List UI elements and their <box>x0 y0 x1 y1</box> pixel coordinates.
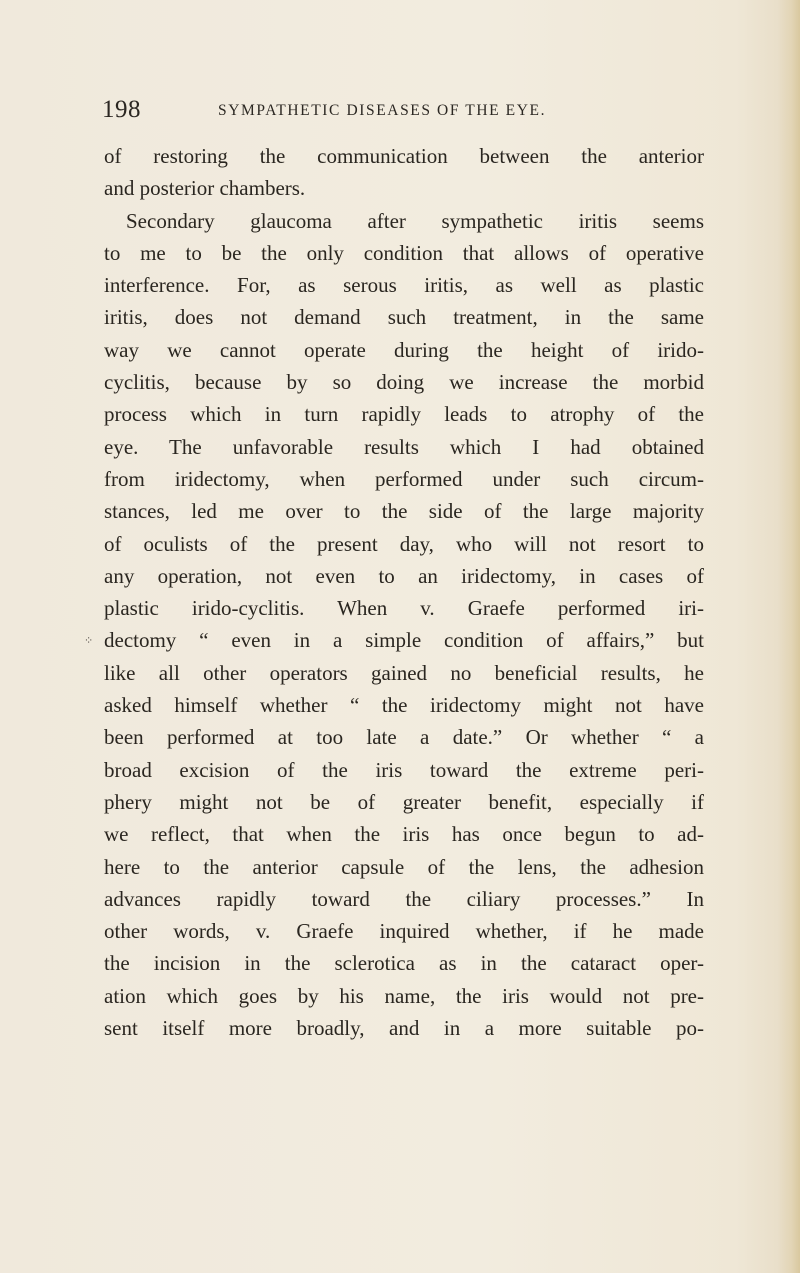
text-line: any operation, not even to an iridectomy, in cases of <box>104 563 704 588</box>
text-line: been performed at too late a date.” Or whether “ a <box>104 725 704 750</box>
text-line: interference. For, as serous iritis, as well as plastic <box>104 273 704 298</box>
text-line: sent itself more broadly, and in a more suitable po- <box>104 1016 704 1041</box>
text-line: like all other operators gained no beneficial results, he <box>104 660 704 685</box>
text-line: ation which goes by his name, the iris would not pre- <box>104 983 704 1008</box>
text-line: Secondary glaucoma after sympathetic iritis seems <box>126 208 704 233</box>
margin-mark-icon: ⁘ <box>84 635 94 647</box>
text-line: broad excision of the iris toward the extreme peri- <box>104 757 704 782</box>
text-line: process which in turn rapidly leads to atrophy of the <box>104 402 704 427</box>
text-line: iritis, does not demand such treatment, in the same <box>104 305 704 330</box>
text-line: advances rapidly toward the ciliary processes.” In <box>104 886 704 911</box>
page-number: 198 <box>102 96 141 123</box>
text-line: here to the anterior capsule of the lens, the adhesion <box>104 854 704 879</box>
text-line: the incision in the sclerotica as in the cataract oper- <box>104 951 704 976</box>
text-line: way we cannot operate during the height of irido- <box>104 337 704 362</box>
text-line: stances, led me over to the side of the large majority <box>104 499 704 524</box>
text-line: plastic irido-cyclitis. When v. Graefe performed iri- <box>104 596 704 621</box>
text-line: other words, v. Graefe inquired whether, if he made <box>104 919 704 944</box>
text-line: we reflect, that when the iris has once begun to ad- <box>104 822 704 847</box>
text-line: from iridectomy, when performed under such circum- <box>104 466 704 491</box>
text-line: and posterior chambers. <box>104 176 306 201</box>
text-line: of restoring the communication between the anterior <box>104 144 704 168</box>
text-line: asked himself whether “ the iridectomy might not have <box>104 693 704 718</box>
page-header <box>102 96 702 126</box>
text-line: cyclitis, because by so doing we increase the morbid <box>104 370 704 395</box>
body-text <box>104 140 704 1044</box>
page-edge-shadow <box>778 0 800 1273</box>
text-line: to me to be the only condition that allows of operative <box>104 240 704 265</box>
text-line: of oculists of the present day, who will not resort to <box>104 531 704 556</box>
text-line: phery might not be of greater benefit, especially if <box>104 789 704 814</box>
running-head: SYMPATHETIC DISEASES OF THE EYE. <box>218 102 547 119</box>
text-line: eye. The unfavorable results which I had obtained <box>104 434 704 459</box>
text-line: dectomy “ even in a simple condition of affairs,” but <box>104 628 704 653</box>
